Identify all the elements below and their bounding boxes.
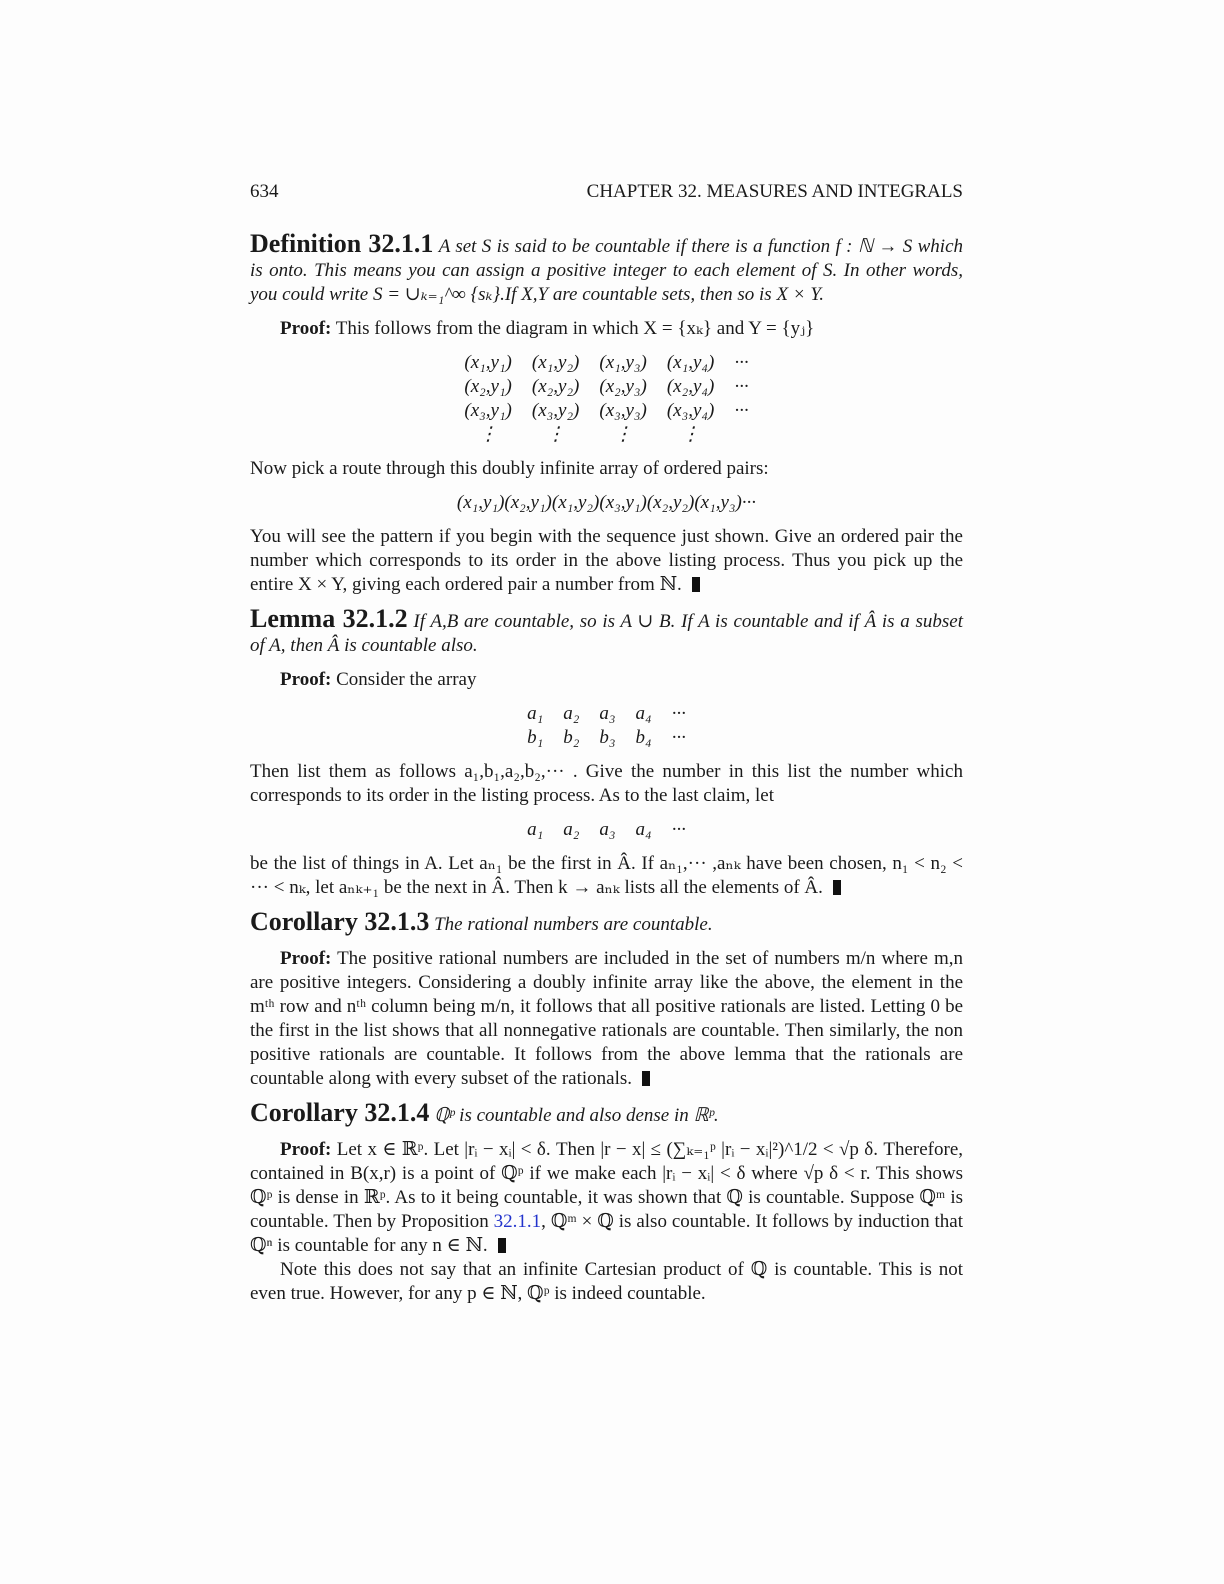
- page-number: 634: [250, 181, 279, 202]
- route-sequence: (x₁,y₁)(x₂,y₁)(x₁,y₂)(x₃,y₁)(x₂,y₂)(x₁,y₃)···: [456, 492, 757, 513]
- proof-1-text: This follows from the diagram in which X = {xₖ} and Y = {yⱼ}: [335, 318, 815, 339]
- pairs-array-row: [454, 351, 758, 375]
- pairs-array-cell: ···: [734, 352, 749, 373]
- definition-32-1-1: [250, 229, 964, 307]
- ab-array-cell: a₄: [635, 703, 652, 724]
- corollary-32-1-3: [250, 907, 963, 937]
- ab-array-cell: ···: [671, 727, 686, 748]
- pairs-array-cell: (x₁,y₃): [599, 352, 647, 373]
- ab-array-cell: a₂: [563, 703, 580, 724]
- ab-array-cell: ···: [671, 703, 686, 724]
- pairs-array-cell: (x₃,y₁): [464, 400, 512, 421]
- pairs-array-cell: (x₃,y₃): [599, 400, 647, 421]
- corollary-heading: Corollary 32.1.4: [250, 1098, 430, 1127]
- qed-mark: [498, 1238, 506, 1253]
- pairs-array-cell: (x₃,y₄): [666, 400, 715, 421]
- pairs-array-cell: (x₂,y₃): [599, 376, 647, 397]
- pairs-array-row: [454, 375, 758, 399]
- pairs-array-cell: (x₁,y₂): [531, 352, 580, 373]
- pairs-array-cell: (x₁,y₄): [666, 352, 715, 373]
- page: [250, 180, 963, 1306]
- proof-label: Proof:: [280, 318, 332, 339]
- proposition-reference-link[interactable]: 32.1.1: [493, 1211, 542, 1232]
- a-list-cell: a₃: [599, 819, 616, 840]
- qed-mark: [833, 880, 841, 895]
- ab-array-cell: a₁: [527, 703, 544, 724]
- proof-4: [250, 1138, 963, 1258]
- ab-array-cell: a₃: [599, 703, 616, 724]
- pairs-array-cell: ⋮: [681, 424, 701, 445]
- proof-3-text: The positive rational numbers are included in the set of numbers m/n where m,n are positive integers. Considering a doubly infinite array like the above, the element in the mᵗʰ row and nᵗʰ column being m/n, it follows that all positive rationals are listed. Letting 0 be the first in the list shows that all nonnegative rationals are countable. Then similarly, the non positive rationals are countable. It follows from the above lemma that the rationals are countable along with every subset of the rationals.: [250, 948, 963, 1089]
- qed-mark: [642, 1071, 650, 1086]
- proof-4-text-a: Let x ∈ ℝᵖ. Let |rᵢ − xᵢ| < δ. Then |r − x| ≤ (∑ₖ₌₁ᵖ |rᵢ − xᵢ|²)^1/2 < √p δ. Therefore, contained in B(x,r) is a point of ℚᵖ if we make each |rᵢ − xᵢ| < δ where √p δ < r. This shows ℚᵖ is dense in ℝᵖ. As to it being countable, it was shown that ℚ is countable. Suppose ℚᵐ is countable. Then by Proposition: [250, 1139, 964, 1232]
- a-list-cell: a₁: [527, 819, 544, 840]
- proof-2-list-text: Then list them as follows a₁,b₁,a₂,b₂,··· . Give the number in this list the number which corresponds to its order in the listing process. As to the last claim, let: [250, 761, 963, 806]
- a-list-cell: ···: [671, 819, 686, 840]
- proof-2-intro: [250, 668, 963, 692]
- closing-note: Note this does not say that an infinite Cartesian product of ℚ is countable. This is not even true. However, for any p ∈ ℕ, ℚᵖ is indeed countable.: [250, 1259, 963, 1304]
- corollary-heading: Corollary 32.1.3: [250, 907, 430, 936]
- proof-2-text: Consider the array: [336, 669, 477, 690]
- lemma-heading: Lemma 32.1.2: [250, 604, 408, 633]
- pairs-array-cell: ⋮: [478, 424, 498, 445]
- ab-array-cell: b₃: [599, 727, 616, 748]
- pairs-array-cell: ⋮: [613, 424, 633, 445]
- proof-label: Proof:: [280, 1139, 332, 1160]
- ab-array-cell: b₂: [563, 727, 580, 748]
- a-list-cell: a₂: [563, 819, 580, 840]
- a-list-cell: a₄: [635, 819, 652, 840]
- pairs-array-row: [454, 423, 758, 447]
- proof-3: [250, 947, 963, 1091]
- pairs-array-cell: ···: [734, 400, 749, 421]
- pairs-array: [454, 351, 758, 447]
- pairs-array-row: [454, 399, 758, 423]
- corollary-body: ℚᵖ is countable and also dense in ℝᵖ.: [434, 1105, 719, 1126]
- proof-4-text-b: , ℚᵐ × ℚ is also countable. It follows by induction that ℚⁿ is countable for any n ∈ ℕ.: [250, 1211, 963, 1256]
- proof-label: Proof:: [280, 669, 332, 690]
- proof-1-conclusion: You will see the pattern if you begin with the sequence just shown. Give an ordered pair the number which corresponds to its order in the above listing process. Thus you pick up the entire X × Y, giving each ordered pair a number from ℕ.: [250, 526, 963, 595]
- pairs-array-cell: [724, 423, 758, 447]
- lemma-body: If A,B are countable, so is A ∪ B. If A is countable and if Â is a subset of A, then Â is countable also.: [250, 611, 963, 656]
- pairs-array-cell: (x₂,y₁): [464, 376, 512, 397]
- pairs-array-cell: (x₂,y₄): [666, 376, 715, 397]
- pairs-array-cell: ⋮: [546, 424, 566, 445]
- a-list-row: [517, 818, 696, 842]
- qed-mark: [692, 577, 700, 592]
- proof-1-intro: [250, 317, 963, 341]
- pairs-array-cell: (x₁,y₁): [464, 352, 512, 373]
- ab-array-row: [517, 702, 696, 726]
- definition-heading: Definition 32.1.1: [250, 229, 434, 258]
- ab-array-cell: b₁: [527, 727, 544, 748]
- ab-array-cell: b₄: [635, 727, 652, 748]
- route-intro: Now pick a route through this doubly infinite array of ordered pairs:: [250, 458, 769, 479]
- pairs-array-cell: ···: [734, 376, 749, 397]
- a-list-array: [517, 818, 696, 842]
- proof-label: Proof:: [280, 948, 332, 969]
- ab-array-row: [517, 726, 696, 750]
- pairs-array-cell: (x₃,y₂): [531, 400, 580, 421]
- corollary-32-1-4: [250, 1098, 963, 1128]
- proof-2-conclusion: be the list of things in A. Let aₙ₁ be the first in Â. If aₙ₁,··· ,aₙₖ have been chosen, n₁ < n₂ < ··· < nₖ, let aₙₖ₊₁ be the next in Â. Then k → aₙₖ lists all the elements of Â.: [250, 853, 963, 898]
- ab-array: [517, 702, 696, 750]
- chapter-title: CHAPTER 32. MEASURES AND INTEGRALS: [586, 181, 963, 202]
- running-header: [250, 180, 963, 204]
- corollary-body: The rational numbers are countable.: [434, 914, 713, 935]
- definition-body: A set S is said to be countable if there is a function f : ℕ → S which is onto. This means you can assign a positive integer to each element of S. In other words, you could write S = ∪ₖ₌₁^∞ {sₖ}.If X,Y are countable sets, then so is X × Y.: [250, 236, 964, 305]
- lemma-32-1-2: [250, 604, 963, 658]
- pairs-array-cell: (x₂,y₂): [531, 376, 580, 397]
